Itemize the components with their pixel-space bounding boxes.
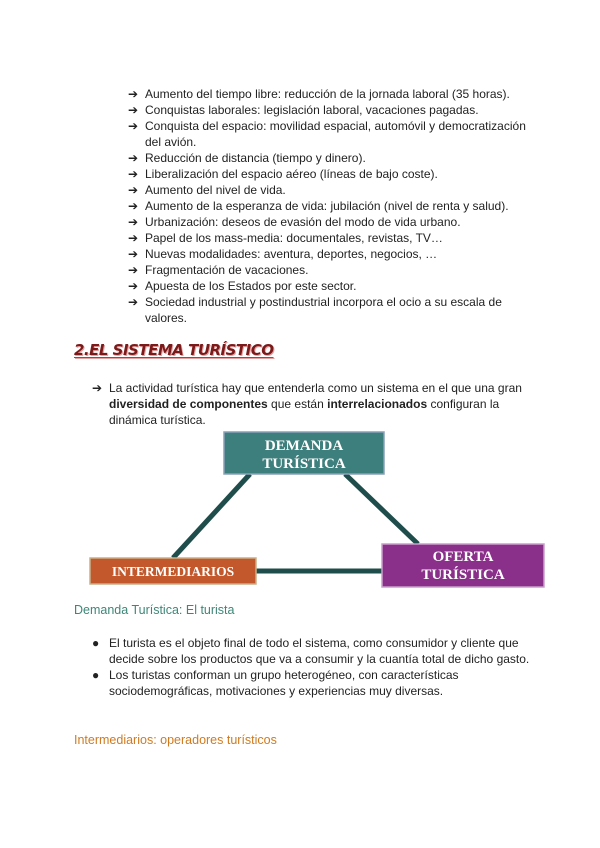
intermediarios-node bbox=[90, 558, 256, 584]
list-item-text: Fragmentación de vacaciones. bbox=[145, 263, 309, 277]
arrow-icon: ➔ bbox=[92, 381, 103, 395]
demanda-label-line1: DEMANDA bbox=[264, 438, 344, 454]
intermediarios-label: INTERMEDIARIOS bbox=[111, 564, 235, 579]
oferta-label-line2: TURÍSTICA bbox=[421, 567, 505, 583]
list-item bbox=[128, 294, 528, 326]
list-item-text: Papel de los mass-media: documentales, revistas, TV… bbox=[145, 231, 443, 245]
intro-bold-1: diversidad de componentes bbox=[109, 397, 268, 411]
arrow-icon: ➔ bbox=[128, 263, 139, 277]
list-item-text: Conquistas laborales: legislación laboral, vacaciones pagadas. bbox=[145, 103, 479, 117]
arrow-icon: ➔ bbox=[128, 87, 139, 101]
list-item-text: Los turistas conforman un grupo heterogéneo, con características sociodemográficas, motivaciones y experiencias muy diversas. bbox=[109, 668, 459, 698]
list-item-text: Conquista del espacio: movilidad espacial, automóvil y democratización del avión. bbox=[145, 119, 526, 149]
list-item bbox=[128, 118, 528, 150]
list-item bbox=[128, 150, 528, 166]
arrow-icon: ➔ bbox=[128, 231, 139, 245]
list-item bbox=[92, 667, 532, 699]
list-item-text: Liberalización del espacio aéreo (líneas de bajo coste). bbox=[145, 167, 438, 181]
arrow-icon: ➔ bbox=[128, 183, 139, 197]
connector-demanda-oferta bbox=[345, 474, 418, 544]
list-item bbox=[128, 86, 528, 102]
top-arrow-list bbox=[128, 86, 528, 326]
list-item bbox=[128, 246, 528, 262]
list-item bbox=[128, 198, 528, 214]
arrow-icon: ➔ bbox=[128, 247, 139, 261]
list-item-text: El turista es el objeto final de todo el sistema, como consumidor y cliente que decide sobre los productos que va a consumir y la cuantía total de dicho gasto. bbox=[109, 636, 530, 666]
intro-text-2: que están bbox=[267, 397, 328, 411]
arrow-icon: ➔ bbox=[128, 279, 139, 293]
list-item-text: Nuevas modalidades: aventura, deportes, negocios, … bbox=[145, 247, 438, 261]
arrow-icon: ➔ bbox=[128, 215, 139, 229]
list-item-text: Apuesta de los Estados por este sector. bbox=[145, 279, 357, 293]
list-item bbox=[128, 214, 528, 230]
oferta-turistica-node bbox=[382, 544, 544, 587]
demanda-bullet-list bbox=[92, 635, 532, 699]
oferta-label-line1: OFERTA bbox=[432, 549, 494, 565]
arrow-icon: ➔ bbox=[128, 167, 139, 181]
intermediarios-section-heading: Intermediarios: operadores turísticos bbox=[74, 733, 277, 747]
intro-text-3: configuran la dinámica turística. bbox=[109, 397, 500, 427]
list-item-text: Urbanización: deseos de evasión del modo de vida urbano. bbox=[145, 215, 461, 229]
list-item-text: Aumento del tiempo libre: reducción de la jornada laboral (35 horas). bbox=[145, 87, 510, 101]
list-item-text: Reducción de distancia (tiempo y dinero). bbox=[145, 151, 366, 165]
list-item bbox=[128, 278, 528, 294]
list-item-text: Sociedad industrial y postindustrial incorpora el ocio a su escala de valores. bbox=[145, 295, 502, 325]
arrow-icon: ➔ bbox=[128, 199, 139, 213]
arrow-icon: ➔ bbox=[128, 119, 139, 133]
list-item bbox=[128, 166, 528, 182]
arrow-icon: ➔ bbox=[128, 103, 139, 117]
section-title: 2.EL SISTEMA TURÍSTICO bbox=[74, 341, 274, 359]
intro-text-1: La actividad turística hay que entenderla como un sistema en el que una gran bbox=[109, 381, 522, 395]
demanda-label-line2: TURÍSTICA bbox=[262, 456, 346, 472]
list-item-text: Aumento del nivel de vida. bbox=[145, 183, 286, 197]
intro-paragraph bbox=[92, 380, 529, 428]
bullet-icon: ● bbox=[92, 668, 100, 682]
list-item bbox=[128, 262, 528, 278]
connector-demanda-intermediarios bbox=[173, 474, 250, 558]
demanda-turistica-node bbox=[224, 432, 384, 474]
list-item bbox=[128, 182, 528, 198]
bullet-icon: ● bbox=[92, 636, 100, 650]
arrow-icon: ➔ bbox=[128, 151, 139, 165]
demanda-section-heading: Demanda Turística: El turista bbox=[74, 603, 235, 617]
list-item bbox=[128, 230, 528, 246]
list-item bbox=[128, 102, 528, 118]
list-item bbox=[92, 635, 532, 667]
list-item-text: Aumento de la esperanza de vida: jubilación (nivel de renta y salud). bbox=[145, 199, 509, 213]
intro-bold-2: interrelacionados bbox=[327, 397, 428, 411]
arrow-icon: ➔ bbox=[128, 295, 139, 309]
